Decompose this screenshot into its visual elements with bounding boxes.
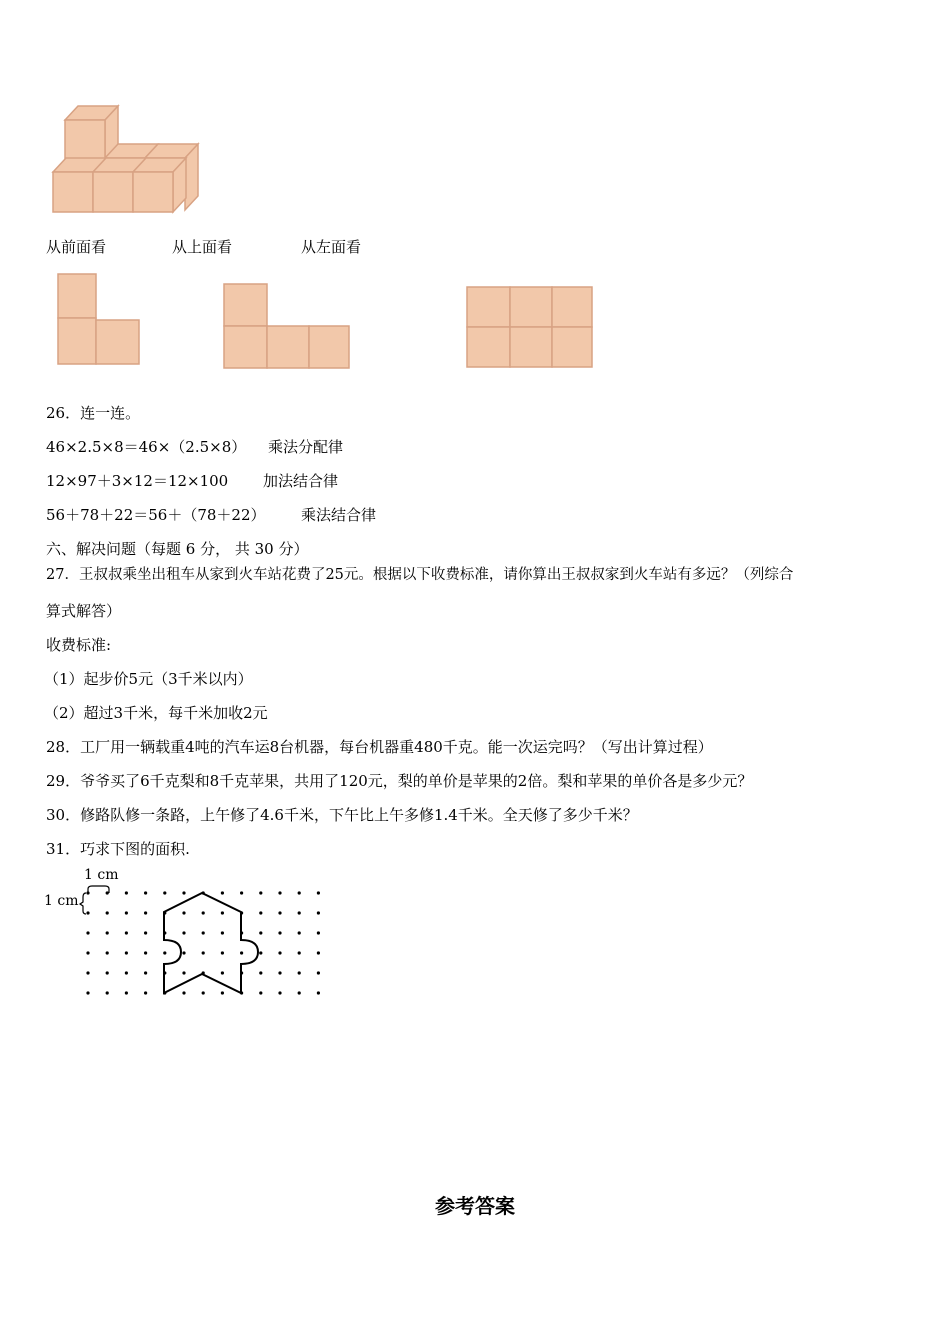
grid-dot [259,931,262,934]
q27-text-line2: 算式解答） [46,602,122,620]
grid-dot [182,971,185,974]
grid-dot [298,891,301,894]
grid-dot [298,971,301,974]
grid-dot [202,951,205,954]
grid-dot [106,971,109,974]
grid-dot [125,971,128,974]
q26-title: 26．连一连。 [46,404,141,422]
q27-rule-2: （2）超过3千米，每千米加收2元 [44,704,268,722]
dot-grid-figure [80,880,330,1005]
q26-expr-3: 56＋78＋22＝56＋（78＋22） [46,506,266,524]
grid-dot [221,971,224,974]
q27-text-line1: 27．王叔叔乘坐出租车从家到火车站花费了25元。根据以下收费标准，请你算出王叔叔家到火车站有多远？（列综合 [46,567,794,583]
grid-dot [182,911,185,914]
q29-text: 29．爷爷买了6千克梨和8千克苹果，共用了120元，梨的单价是苹果的2倍。梨和苹果的单价各是多少元？ [46,772,753,790]
grid-dot [278,911,281,914]
grid-dot [106,891,109,894]
grid-dot [317,911,320,914]
grid-dot [182,891,185,894]
grid-dot [298,911,301,914]
grid-dot [202,911,205,914]
unit-label-vertical: 1 cm [44,893,79,909]
grid-dot [221,891,224,894]
grid-dot [144,951,147,954]
grid-dot [221,911,224,914]
grid-dot [259,951,262,954]
grid-dot [182,931,185,934]
grid-dot [86,931,89,934]
grid-dot [86,911,89,914]
grid-dot [106,951,109,954]
grid-dot [298,951,301,954]
grid-dot [278,951,281,954]
grid-dot [259,971,262,974]
left-view-figure [465,285,597,371]
grid-dot [125,891,128,894]
top-view-figure [222,282,354,372]
grid-dot [163,951,166,954]
grid-dot [259,991,262,994]
q26-expr-2: 12×97＋3×12＝12×100 [46,472,229,490]
grid-dot [86,971,89,974]
grid-dot [125,951,128,954]
q27-rule-1: （1）起步价5元（3千米以内） [44,670,253,688]
grid-dot [125,931,128,934]
grid-dot [278,891,281,894]
grid-dot [86,951,89,954]
section-heading: 六、解决问题（每题 6 分， 共 30 分） [46,540,309,558]
grid-dot [278,971,281,974]
grid-dot [259,911,262,914]
grid-dot [317,951,320,954]
grid-dot [125,991,128,994]
answers-title: 参考答案 [435,1194,515,1218]
grid-dot [163,891,166,894]
grid-dot [221,951,224,954]
grid-dot [259,891,262,894]
grid-dot [144,991,147,994]
grid-dot [125,911,128,914]
grid-dot [86,991,89,994]
grid-dot [317,891,320,894]
q26-law-2: 加法结合律 [263,472,339,490]
grid-dot [86,891,89,894]
grid-dot [221,991,224,994]
grid-dot [182,991,185,994]
q28-text: 28．工厂用一辆载重4吨的汽车运8台机器，每台机器重480千克。能一次运完吗？（写出计算过程） [46,738,713,756]
grid-dot [317,991,320,994]
view-label-front: 从前面看 [46,238,107,256]
grid-dot [317,971,320,974]
grid-dot [240,951,243,954]
grid-dot [278,991,281,994]
grid-dot [202,931,205,934]
unit-label-horizontal: 1 cm [84,867,119,883]
grid-dot [144,911,147,914]
grid-dot [106,991,109,994]
view-label-left: 从左面看 [301,238,362,256]
grid-dot [240,891,243,894]
q27-standard-label: 收费标准: [46,636,112,654]
q26-law-3: 乘法结合律 [301,506,377,524]
grid-dot [144,891,147,894]
q26-expr-1: 46×2.5×8＝46×（2.5×8） [46,438,247,456]
q31-text: 31．巧求下图的面积. [46,840,190,858]
grid-dot [298,991,301,994]
grid-dot [202,991,205,994]
q26-law-1: 乘法分配律 [268,438,344,456]
grid-dot [278,931,281,934]
front-view-figure [55,272,145,368]
grid-dot [182,951,185,954]
grid-dot [317,931,320,934]
grid-dot [144,931,147,934]
grid-dot [298,931,301,934]
grid-dot [106,931,109,934]
grid-dot [221,931,224,934]
q30-text: 30．修路队修一条路，上午修了4.6千米，下午比上午多修1.4千米。全天修了多少千米？ [46,806,638,824]
cube-3d-figure [50,100,210,220]
grid-dot [106,911,109,914]
view-label-top: 从上面看 [172,238,233,256]
grid-dot [144,971,147,974]
